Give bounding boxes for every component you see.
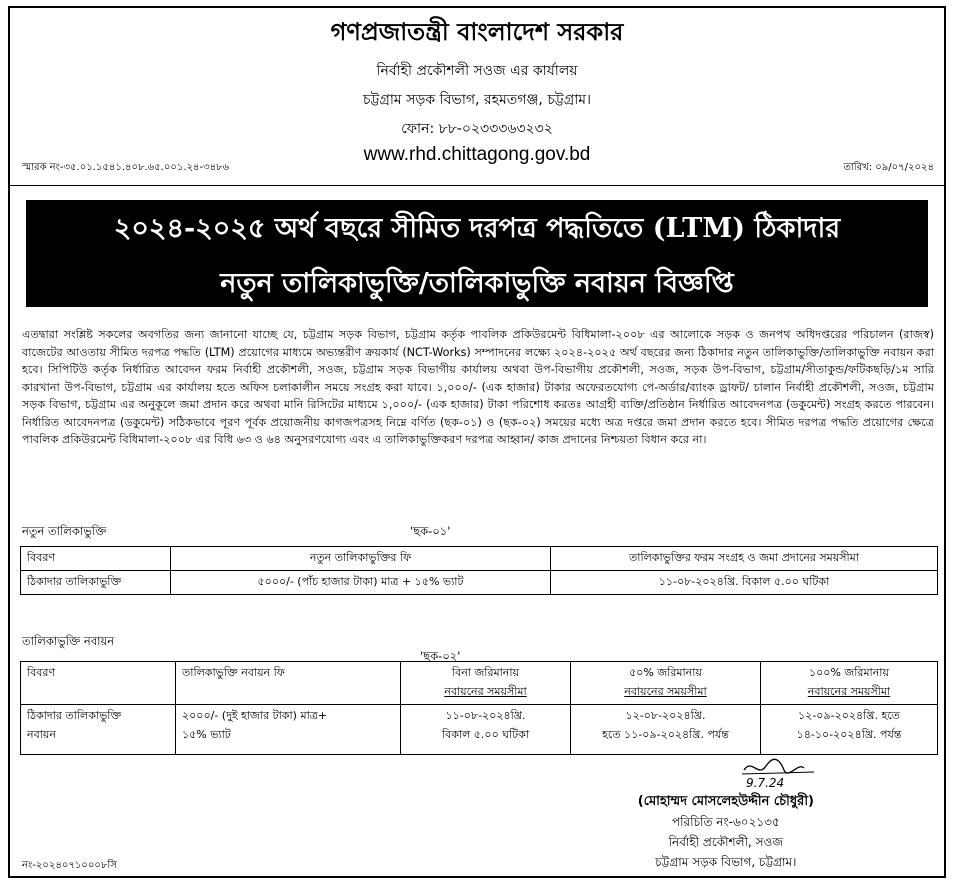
table-header: নতুন তালিকাভুক্তির ফি	[171, 547, 551, 571]
table-cell: ৫০০০/- (পাঁচ হাজার টাকা) মাত্র + ১৫% ভ্যাট	[171, 571, 551, 595]
table1-chhak: 'ছক-০১'	[410, 524, 451, 538]
table-header-row	[21, 662, 938, 705]
signature-date: 9.7.24	[746, 776, 785, 790]
new-enlistment-table	[20, 546, 938, 595]
table-cell: ১১-০৮-২০২৪খ্রি. বিকাল ৫.০০ ঘটিকা	[401, 705, 571, 755]
notice-banner	[26, 200, 928, 307]
table-row	[21, 571, 938, 595]
signatory-title: নির্বাহী প্রকৌশলী, সওজ	[668, 835, 784, 849]
notice-body: এতদ্বারা সংশ্লিষ্ট সকলের অবগতির জন্য জানানো যাচ্ছে যে, চট্টগ্রাম সড়ক বিভাগ, চট্টগ্রাম কর্তৃক পাবলিক প্রকিউরমেন্ট বিধিমালা-২০০৮ এর আলোকে সড়ক ও জনপথ অধিদপ্তরের পরিচালন (রাজস্ব) বাজেটের আওতায় সীমিত দরপত্র পদ্ধতি (LTM) প্রয়োগের মাধ্যমে অভ্যন্তরীণ ক্রয়কার্য (NCT-Works) সম্পাদনের লক্ষ্যে ২০২৪-২০২৫ অর্থ বছরের জন্য ঠিকাদার নতুন তালিকাভুক্তি/তালিকাভুক্তি নবায়ন করা হবে। সিপিটিউ কর্তৃক নির্ধারিত আবেদন ফরম নির্বাহী প্রকৌশলী, সওজ, চট্টগ্রাম সড়ক বিভাগীয় কার্যালয় অথবা উপ-বিভাগীয় প্রকৌশলী, সওজ, সড়ক উপ-বিভাগ, চট্টগ্রাম/সীতাকুন্ড/ফটিকছড়ি/১ম সারি কারখানা উপ-বিভাগ, চট্টগ্রাম এর কার্যালয় হতে অফিস চলাকালীন সময়ে সংগ্রহ করা যাবে। ১,০০০/- (এক হাজার) টাকার অফেরতযোগ্য পে-অর্ডার/ব্যাংক ড্রাফট/ চালান নির্বাহী প্রকৌশলী, সওজ, চট্টগ্রাম সড়ক বিভাগ, চট্টগ্রাম এর অনুকূলে জমা প্রদান করে অথবা মানি রিসিটের মাধ্যমে ১,০০০/- (এক হাজার) টাকা পরিশোধ করতঃ আগ্রহী ব্যক্তি/প্রতিষ্ঠান নির্ধারিত আবেদনপত্র (ডকুমেন্ট) সংগ্রহ করতে পারবেন। নির্ধারিত আবেদনপত্র (ডকুমেন্ট) সঠিকভাবে পূরণ পূর্বক প্রয়োজনীয় কাগজপত্রসহ নিম্নে বর্ণিত (ছক-০১) ও (ছক-০২) সময়ের মধ্যে অত্র দপ্তরে জমা প্রদান করতে হবে। সীমিত দরপত্র পদ্ধতি প্রয়োগের ক্ষেত্রে পাবলিক প্রকিউরমেন্ট বিধিমালা-২০০৮ এর বিধি ৬৩ ও ৬৪ অনুসরণযোগ্য এবং এ তালিকাভুক্তিকরণ দরপত্র আহ্বান/ কাজ প্রদানের নিশ্চয়তা বিধান করে না।	[22, 328, 934, 446]
table-row	[21, 705, 938, 755]
table2-chhak: 'ছক-০২'	[420, 649, 461, 663]
letterhead	[10, 8, 944, 166]
table2-section-label: তালিকাভুক্তি নবায়ন	[22, 634, 115, 648]
footer-ref: নং-২০২৪০৭১০০০৮সি	[22, 860, 117, 871]
table-cell: ২০০০/- (দুই হাজার টাকা) মাত্র+ ১৫% ভ্যাট	[176, 705, 401, 755]
table-header: ১০০% জরিমানায় নবায়নের সময়সীমা	[761, 662, 938, 705]
govt-title: গণপ্রজাতন্ত্রী বাংলাদেশ সরকার	[330, 17, 624, 46]
office-phone: ফোন: ৮৮-০২৩৩৩৬৩২৩২	[401, 121, 553, 137]
office-name: নির্বাহী প্রকৌশলী সওজ এর কার্যালয়	[376, 63, 578, 79]
table-cell: ঠিকাদার তালিকাভুক্তি	[21, 571, 171, 595]
signatory-office: চট্টগ্রাম সড়ক বিভাগ, চট্টগ্রাম।	[655, 855, 797, 869]
signatory-id: পরিচিতি নং-৬০২১৩৫	[671, 815, 780, 829]
banner-line-1: ২০২৪-২০২৫ অর্থ বছরে সীমিত দরপত্র পদ্ধতিতে (LTM) ঠিকাদার	[113, 213, 841, 244]
table-header: বিবরণ	[21, 662, 176, 705]
table1-section-label: নতুন তালিকাভুক্তি	[22, 524, 107, 538]
office-address: চট্টগ্রাম সড়ক বিভাগ, রহমতগঞ্জ, চট্টগ্রাম।	[362, 92, 592, 108]
table-header: বিনা জরিমানায় নবায়নের সময়সীমা	[401, 662, 571, 705]
table-cell: ১২-০৮-২০২৪খ্রি. হতে ১১-০৯-২০২৪খ্রি. পর্যন্ত	[571, 705, 761, 755]
table-cell: ১২-০৯-২০২৪খ্রি. হতে ১৪-১০-২০২৪খ্রি. পর্যন্ত	[761, 705, 938, 755]
notice-page	[8, 6, 946, 878]
memo-ref: স্মারক নং-৩৫.০১.১৫৪১.৪০৮.৬৫.০০১.২৪-৩৪৮৬	[22, 162, 230, 173]
table-header: তালিকাভুক্তি নবায়ন ফি	[176, 662, 401, 705]
divider	[10, 185, 944, 186]
banner-line-2: নতুন তালিকাভুক্তি/তালিকাভুক্তি নবায়ন বিজ্ঞপ্তি	[220, 268, 734, 299]
table-cell: ঠিকাদার তালিকাভুক্তি নবায়ন	[21, 705, 176, 755]
office-website: www.rhd.chittagong.gov.bd	[363, 144, 591, 165]
signatory-block	[638, 792, 814, 872]
table-header: ৫০% জরিমানায় নবায়নের সময়সীমা	[571, 662, 761, 705]
table-header: তালিকাভুক্তির ফরম সংগ্রহ ও জমা প্রদানের সময়সীমা	[551, 547, 938, 571]
table-cell: ১১-০৮-২০২৪খ্রি. বিকাল ৫.০০ ঘটিকা	[551, 571, 938, 595]
handwritten-signature	[724, 756, 844, 790]
signatory-name: (মোহাম্মদ মোসলেহউদ্দীন চৌধুরী)	[637, 794, 814, 809]
table-header-row	[21, 547, 938, 571]
memo-date: তারিখ: ০৯/০৭/২০২৪	[843, 162, 934, 173]
table-header: বিবরণ	[21, 547, 171, 571]
renewal-table	[20, 661, 938, 755]
